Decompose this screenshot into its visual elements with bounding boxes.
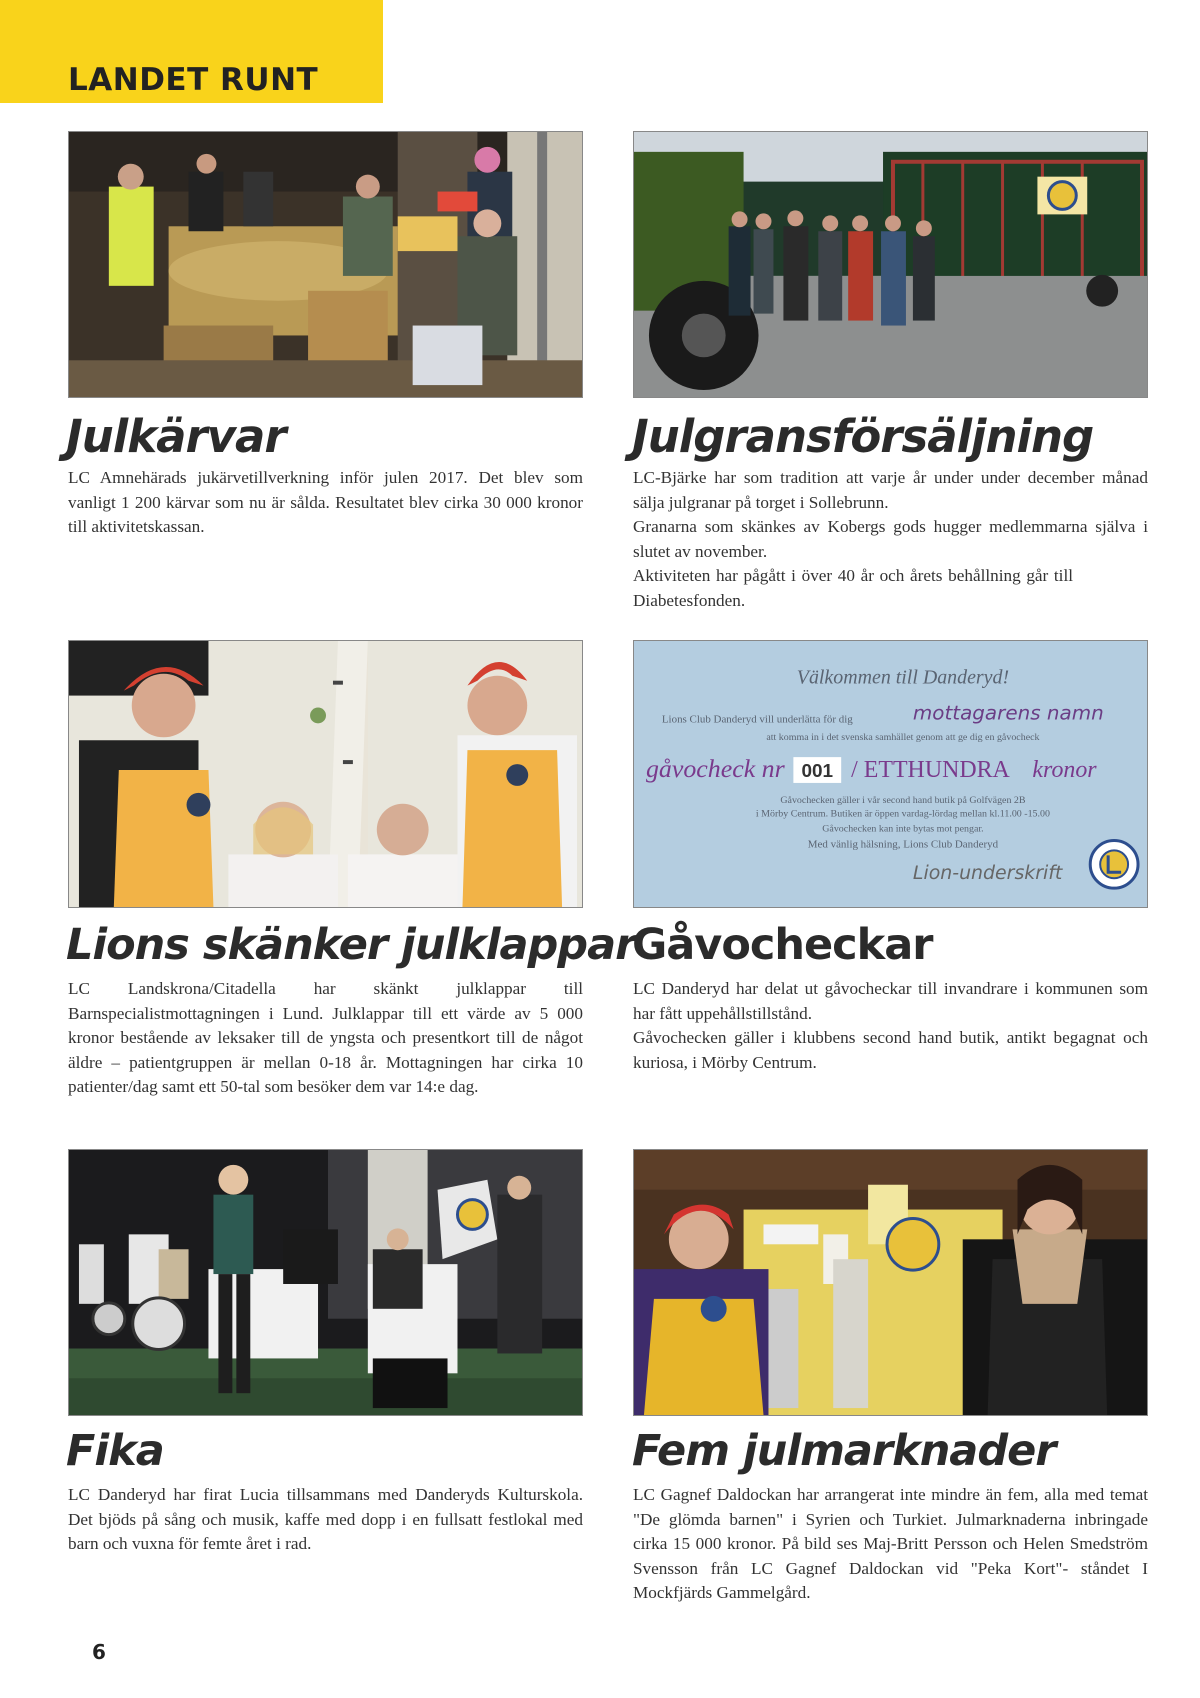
body-julgransforsaljning	[633, 466, 1148, 613]
body-gavocheckar	[633, 977, 1148, 1075]
headline-julkarvar: Julkärvar	[66, 410, 286, 463]
voucher-image	[633, 640, 1148, 908]
body-fem-julmarknader	[633, 1483, 1148, 1606]
page-number: 6	[92, 1640, 106, 1664]
lions-logo-icon	[1090, 841, 1138, 889]
headline-fika: Fika	[66, 1426, 164, 1476]
paragraph: LC-Bjärke har som tradition att varje år under under december månad sälja julgranar på torget i Sollebrunn.	[633, 468, 1148, 512]
paragraph: LC Danderyd har firat Lucia tillsammans med Danderyds Kulturskola. Det bjöds på sång och musik, kaffe med dopp i en fullsatt festlokal med barn och vuxna för femte året i rad.	[68, 1485, 583, 1553]
headline-gavocheckar: Gåvocheckar	[632, 920, 933, 970]
photo-fika	[68, 1149, 583, 1416]
voucher-signature: Lion-underskrift	[912, 862, 1063, 885]
headline-lions-julklappar: Lions skänker julklappar	[66, 920, 636, 970]
voucher-terms1: Gåvochecken gäller i vår second hand butik på Golfvägen 2B	[780, 794, 1026, 806]
paragraph: LC Landskrona/Citadella har skänkt julklappar till Barnspecialistmottagningen i Lund. Julklappar till ett värde av 5 000 kronor bestående av leksaker till de yngsta och presentkort till de något äldre – patientgruppen är mellan 0-18 år. Mottagningen har cirka 10 patienter/dag samt ett 50-tal som besöker dem var 14:e dag.	[68, 979, 583, 1096]
voucher-line1: Lions Club Danderyd vill underlätta för dig	[661, 713, 853, 726]
voucher-check-number: 001	[801, 761, 834, 782]
body-lions-julklappar	[68, 977, 583, 1100]
voucher-currency: kronor	[1032, 757, 1097, 783]
paragraph: LC Danderyd har delat ut gåvocheckar till invandrare i kommunen som har fått uppehållstillstånd.	[633, 979, 1148, 1023]
photo-julkarvar	[68, 131, 583, 398]
paragraph: LC Amnehärads jukärvetillverkning inför julen 2017. Det blev som vanligt 1 200 kärvar som nu är sålda. Resultatet blev cirka 30 000 kronor till aktivitetskassan.	[68, 468, 583, 536]
photo-lions-julklappar	[68, 640, 583, 908]
voucher-check-label: gåvocheck nr	[645, 754, 785, 783]
paragraph: LC Gagnef Daldockan har arrangerat inte mindre än fem, alla med temat "De glömda barnen" i Syrien och Turkiet. Julmarknaderna inbringade cirka 15 000 kronor. På bild ses Maj-Britt Persson och Helen Smedström Svensson från LC Gagnef Daldockan vid "Peka Kort"- ståndet I Mockfjärds Gammelgård.	[633, 1485, 1148, 1602]
photo-julgransforsaljning	[633, 131, 1148, 398]
photo-julmarknader	[633, 1149, 1148, 1416]
voucher-regards: Med vänlig hälsning, Lions Club Danderyd	[807, 838, 999, 851]
section-title: LANDET RUNT	[68, 62, 319, 98]
voucher-terms2: i Mörby Centrum. Butiken är öppen vardag-lördag mellan kl.11.00 -15.00	[755, 808, 1050, 820]
paragraph: Granarna som skänkes av Kobergs gods hugger medlemmarna själva i slutet av november.	[633, 517, 1148, 561]
voucher-greeting: Välkommen till Danderyd!	[796, 666, 1010, 689]
voucher-handwritten-name: mottagarens namn	[912, 701, 1104, 725]
voucher-line2: att komma in i det svenska samhället genom att ge dig en gåvocheck	[766, 732, 1040, 744]
headline-fem-julmarknader: Fem julmarknader	[632, 1426, 1056, 1476]
body-julkarvar	[68, 466, 583, 540]
body-fika	[68, 1483, 583, 1557]
voucher-amount: / ETTHUNDRA	[851, 757, 1010, 783]
paragraph: Gåvochecken gäller i klubbens second hand butik, antikt begagnat och kuriosa, i Mörby Centrum.	[633, 1028, 1148, 1072]
paragraph: Aktiviteten har pågått i över 40 år och årets behållning går till Diabetesfonden.	[633, 566, 1073, 610]
voucher-terms3: Gåvochecken kan inte bytas mot pengar.	[822, 823, 984, 835]
headline-julgransforsaljning: Julgransförsäljning	[632, 410, 1094, 463]
